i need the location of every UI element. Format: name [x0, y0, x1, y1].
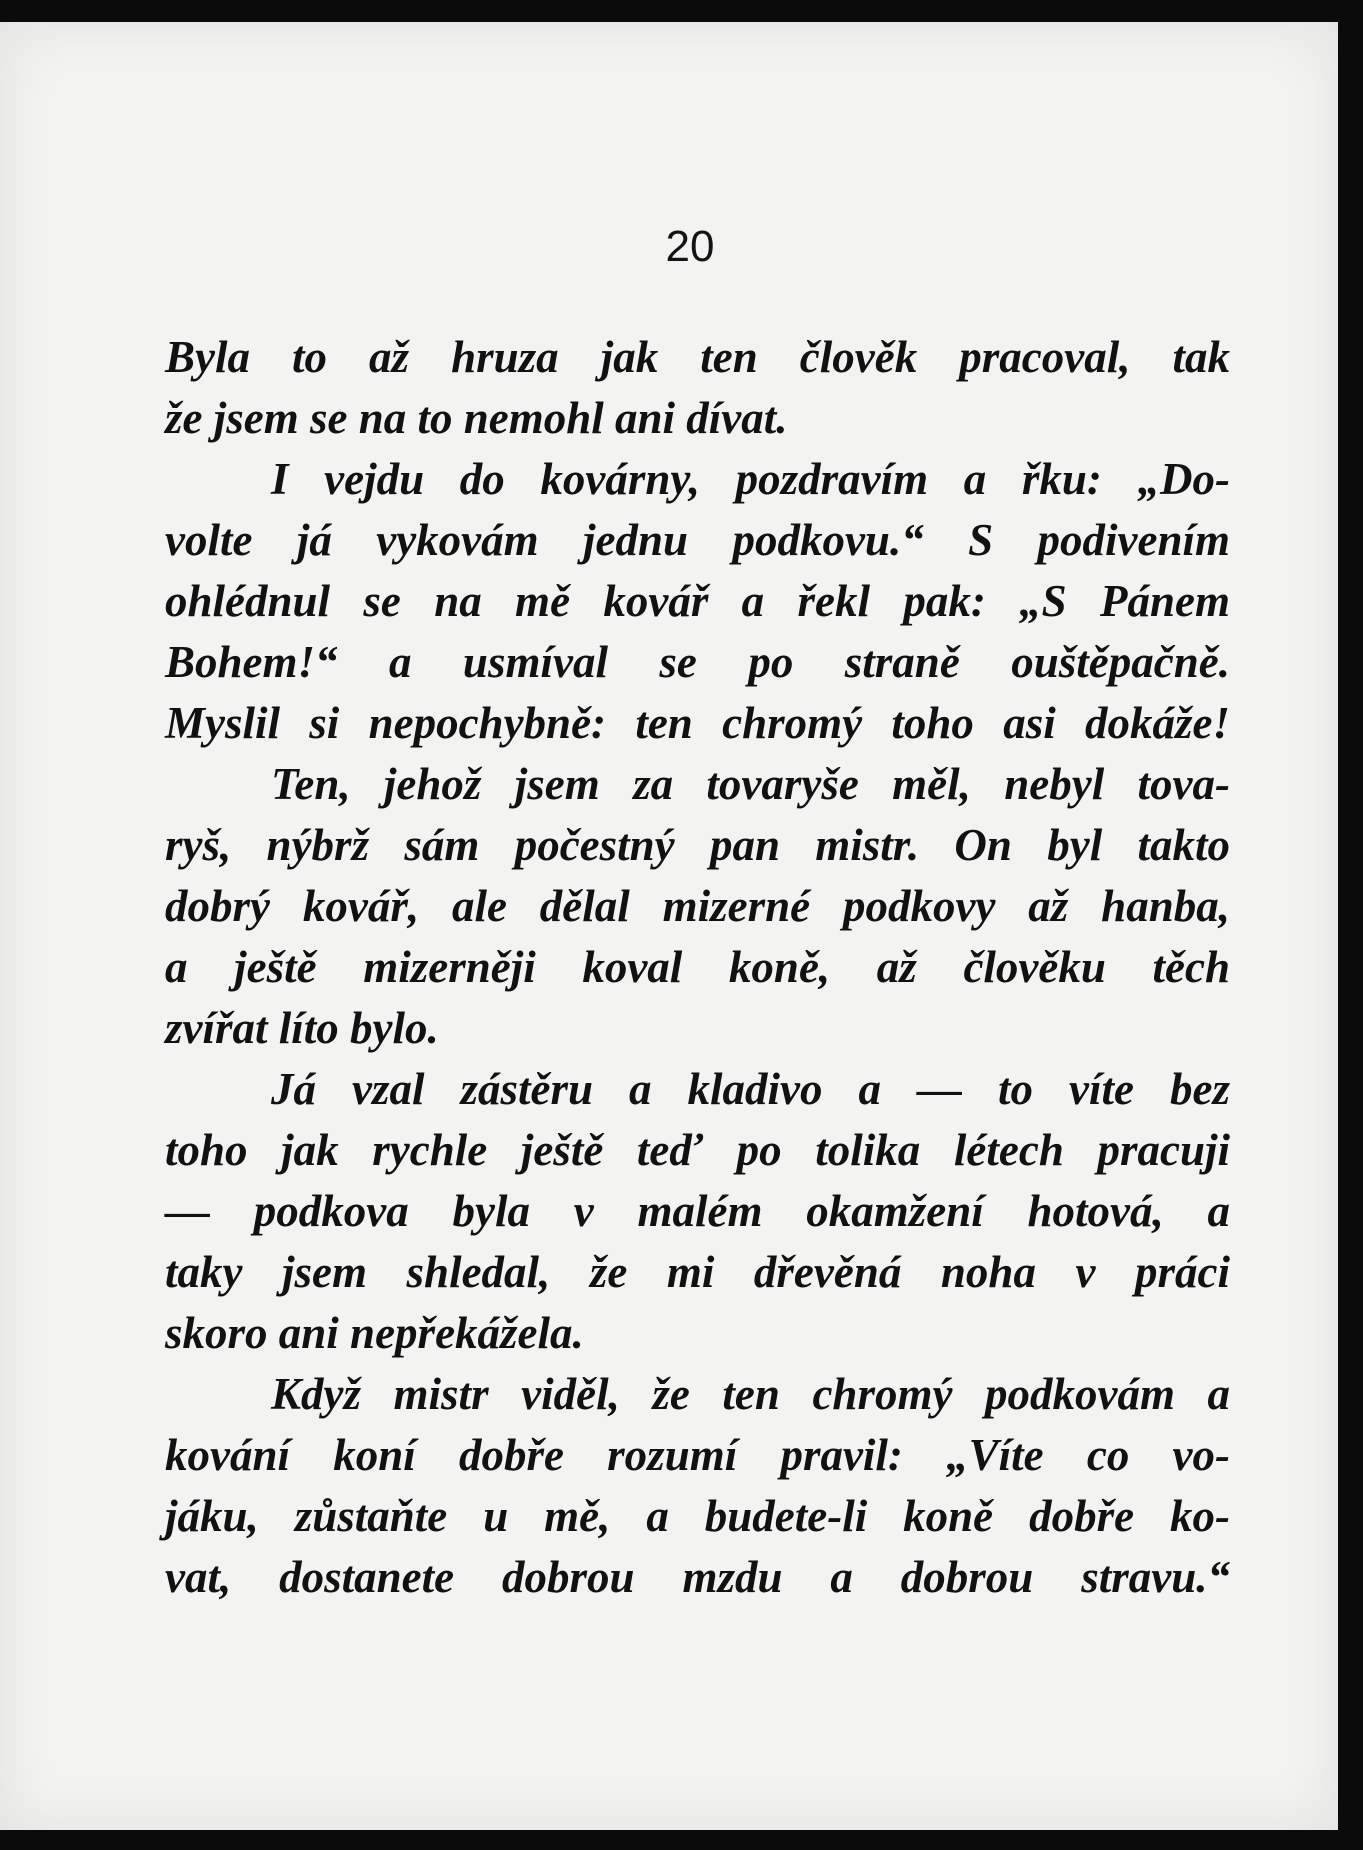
- text-line: Ten, jehož jsem za tovaryše měl, nebyl tova-: [271, 759, 1230, 809]
- text-line: toho jak rychle ještě teď po tolika létech pracuji: [165, 1125, 1230, 1175]
- text-line: taky jsem shledal, že mi dřevěná noha v práci: [165, 1247, 1230, 1297]
- book-page: [0, 22, 1338, 1830]
- text-line: skoro ani nepřekážela.: [165, 1308, 584, 1358]
- text-line: že jsem se na to nemohl ani dívat.: [165, 393, 788, 443]
- text-line: ohlédnul se na mě kovář a řekl pak: „S Pánem: [165, 576, 1230, 626]
- body-text: [165, 327, 1230, 1608]
- text-line: dobrý kovář, ale dělal mizerné podkovy až hanba,: [165, 881, 1230, 931]
- text-line: jáku, zůstaňte u mě, a budete-li koně dobře ko-: [165, 1491, 1230, 1541]
- text-line: Já vzal zástěru a kladivo a — to víte bez: [271, 1064, 1230, 1114]
- text-line: ryš, nýbrž sám počestný pan mistr. On byl takto: [165, 820, 1230, 870]
- text-line: volte já vykovám jednu podkovu.“ S podivením: [165, 515, 1230, 565]
- text-line: Bohem!“ a usmíval se po straně ouštěpačně.: [165, 637, 1230, 687]
- text-line: kování koní dobře rozumí pravil: „Víte co vo-: [165, 1430, 1230, 1480]
- text-line: vat, dostanete dobrou mzdu a dobrou stravu.“: [165, 1552, 1230, 1602]
- page-number: 20: [665, 222, 715, 271]
- text-line: zvířat líto bylo.: [165, 1003, 439, 1053]
- text-line: Byla to až hruza jak ten člověk pracoval, tak: [165, 332, 1230, 382]
- text-line: — podkova byla v malém okamžení hotová, a: [165, 1186, 1230, 1236]
- text-line: I vejdu do kovárny, pozdravím a řku: „Do-: [271, 454, 1230, 504]
- text-line: Myslil si nepochybně: ten chromý toho asi dokáže!: [165, 698, 1230, 748]
- text-line: Když mistr viděl, že ten chromý podkovám a: [271, 1369, 1230, 1419]
- text-line: a ještě mizerněji koval koně, až člověku těch: [165, 942, 1230, 992]
